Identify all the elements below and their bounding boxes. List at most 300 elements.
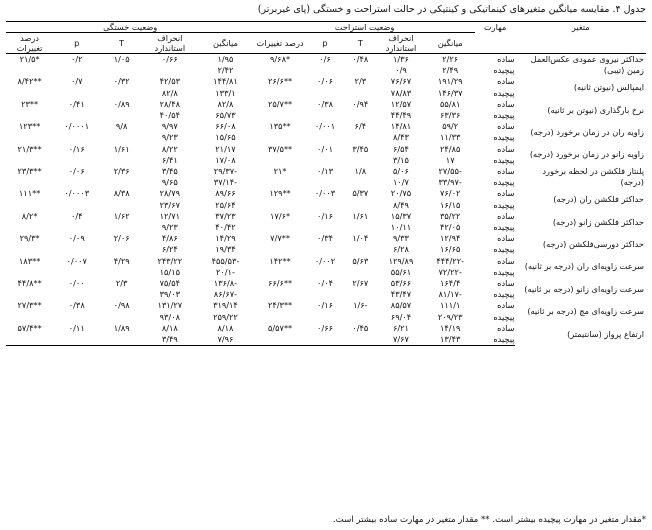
variable-name: حداکثر نیروی عمودی عکس‌العمل زمین (تیبی) xyxy=(530,54,644,76)
table-cell xyxy=(143,65,197,76)
table-cell: ۱۶۴/۴ xyxy=(440,278,461,289)
skill-level: ساده xyxy=(497,322,515,333)
skill-level: ساده xyxy=(497,278,515,289)
skill-level: ساده xyxy=(497,166,515,177)
table-row xyxy=(6,300,646,311)
table-cell xyxy=(53,88,100,99)
table-cell xyxy=(100,132,143,143)
table-cell: ۴۰/۴۲ xyxy=(215,222,236,233)
table-cell: ۷۶/۰۲ xyxy=(440,188,461,199)
table-row xyxy=(6,76,646,87)
table-cell: **۱۲۳ xyxy=(18,121,41,132)
table-cell: ۱۳۳/۱ xyxy=(215,87,236,98)
table-cell: ۱۱۱/۱ xyxy=(440,300,461,311)
table-cell xyxy=(6,110,53,121)
skill-level: ساده xyxy=(497,233,515,244)
table-cell: ۱۷/۰۸ xyxy=(215,154,236,165)
table-cell: ۰/۰۰۲ xyxy=(314,255,336,266)
table-cell xyxy=(53,155,100,166)
table-cell: ۸۲/۸ xyxy=(161,87,178,98)
table-cell: ۹/۲۳ xyxy=(161,222,178,233)
table-cell: ۲۴/۸۵ xyxy=(440,143,461,154)
table-cell: ۲/۶۷ xyxy=(352,278,369,289)
table-cell: ۳۹/۰۳ xyxy=(159,289,180,300)
table-cell xyxy=(254,244,305,255)
table-cell: ۰/۹۴ xyxy=(352,98,369,109)
table-cell: ۰/۰۹ xyxy=(68,233,85,244)
table-cell xyxy=(254,88,305,99)
table-cell xyxy=(306,334,345,346)
table-cell xyxy=(344,65,376,76)
table-cell xyxy=(53,334,100,346)
table-cell: **۴۴/۸ xyxy=(17,278,42,289)
table-cell: ۹/۳۳ xyxy=(393,233,409,244)
table-cell xyxy=(306,88,345,99)
table-cell: **۱۸۳ xyxy=(18,255,41,266)
table-cell: ۲/۰۶ xyxy=(113,233,130,244)
table-cell: ۰/۰۰۰۳ xyxy=(64,188,90,199)
table-cell xyxy=(6,334,53,346)
table-row xyxy=(6,211,646,222)
table-cell: ۹/۹۷ xyxy=(161,121,178,132)
table-cell xyxy=(6,312,53,323)
table-cell: ۱۴۴/۸۱ xyxy=(213,76,238,87)
header-rest-t: T xyxy=(344,33,376,54)
table-cell xyxy=(254,222,305,233)
table-cell xyxy=(100,267,143,278)
table-cell: -۱/۶ xyxy=(353,300,368,311)
table-cell: -۲۹/۳۷ xyxy=(213,166,238,177)
table-cell: ۶/۲۴ xyxy=(161,244,178,255)
skill-level: ساده xyxy=(497,210,515,221)
table-cell: **۱۴۲ xyxy=(269,255,291,266)
table-cell: ۶/۴۱ xyxy=(161,154,178,165)
table-cell: ۳/۱۵ xyxy=(393,154,409,165)
table-cell: ۰/۰۰۰۱ xyxy=(64,121,90,132)
table-cell: ۴۰/۵۴ xyxy=(159,110,180,121)
table-cell: ۰/۷ xyxy=(70,76,83,87)
table-cell xyxy=(254,110,305,121)
variable-name: سرعت زاویه‌ای مچ (درجه بر ثانیه) xyxy=(527,306,644,317)
table-cell: ۷۸/۸۳ xyxy=(390,87,412,98)
table-cell: ۱۴/۱۹ xyxy=(440,322,461,333)
table-row xyxy=(6,54,646,66)
table-cell: ۲۱/۱۷ xyxy=(215,143,236,154)
variable-name: نرخ بارگذاری (نیوتن بر ثانیه) xyxy=(547,104,644,115)
table-cell xyxy=(53,110,100,121)
table-cell: ۵۳/۶۶ xyxy=(390,278,412,289)
table-cell xyxy=(6,289,53,300)
table-cell: ۱۳۱/۲۷ xyxy=(157,300,183,311)
table-cell xyxy=(53,177,100,188)
table-cell: ۶/۴ xyxy=(354,121,367,132)
table-cell: -۷۲/۲۲ xyxy=(438,266,462,277)
table-cell: **۱۱۱ xyxy=(18,188,41,199)
table-cell xyxy=(6,200,53,211)
skill-level: ساده xyxy=(497,300,515,311)
table-cell: ۳۷/۲۳ xyxy=(215,210,236,221)
skill-level: پیچیده xyxy=(493,65,515,76)
table-cell: *۹/۶۸ xyxy=(270,54,291,64)
table-cell: ۰/۰۰ xyxy=(68,278,85,289)
table-cell: -۴۴۴/۲۲ xyxy=(436,255,465,266)
table-cell: ۲۰۹/۲۳ xyxy=(437,311,463,322)
table-cell: ۰/۰۰۷ xyxy=(66,255,87,266)
table-cell xyxy=(254,267,305,278)
table-row xyxy=(6,278,646,289)
table-cell xyxy=(344,200,376,211)
table-cell: ۰/۰۶ xyxy=(317,76,333,87)
table-cell xyxy=(306,289,345,300)
table-cell: ۰/۱۶ xyxy=(68,143,85,154)
table-cell: ۵۹/۲ xyxy=(442,121,459,132)
table-cell: ۳/۴۵ xyxy=(352,143,369,154)
table-cell xyxy=(100,65,143,76)
table-cell: ۱/۶۱ xyxy=(352,210,369,221)
table-cell xyxy=(53,267,100,278)
table-cell xyxy=(306,65,345,76)
table-cell: ۰/۱۱ xyxy=(68,322,85,333)
skill-level: پیچیده xyxy=(493,177,515,188)
footnote: *مقدار متغیر در مهارت پیچیده بیشتر است. ** مقدار متغیر در مهارت ساده بیشتر است. xyxy=(332,515,646,525)
table-cell: ۰/۱۶ xyxy=(317,210,333,221)
table-cell: ۹/۲۳ xyxy=(161,132,178,143)
variable-name: زاویه زانو در زمان برخورد (درجه) xyxy=(529,149,644,160)
table-cell xyxy=(306,244,345,255)
table-body xyxy=(6,54,646,346)
table-cell: ۸/۱۸ xyxy=(217,322,234,333)
table-cell: ۱/۰۴ xyxy=(352,233,369,244)
header-fatigue-mean: میانگین xyxy=(197,33,255,54)
table-cell: ۱۲/۵۷ xyxy=(390,98,412,109)
table-cell xyxy=(344,177,376,188)
table-cell: ۵۵/۸۱ xyxy=(440,98,461,109)
table-cell: ۱۲/۹۴ xyxy=(440,233,461,244)
header-skill: مهارت xyxy=(475,22,516,33)
table-cell xyxy=(306,132,345,143)
table-cell: ۱۰/۷ xyxy=(393,177,409,188)
table-cell: ۹/۸ xyxy=(115,121,128,132)
table-cell: ۲۸/۷۹ xyxy=(159,188,180,199)
table-cell xyxy=(344,222,376,233)
table-cell: ۳/۴۵ xyxy=(161,166,178,177)
table-cell: ۶۵/۷۳ xyxy=(215,110,236,121)
table-cell xyxy=(344,312,376,323)
table-cell xyxy=(6,88,53,99)
table-cell: **۲۳ xyxy=(21,98,39,109)
table-cell xyxy=(100,312,143,323)
table-cell: ۱/۸ xyxy=(354,166,367,177)
table-cell: ۱۰/۱۱ xyxy=(390,222,412,233)
table-cell: ۱۴۶/۳۷ xyxy=(437,87,463,98)
table-cell: ۱/۰۵ xyxy=(113,54,130,64)
table-cell xyxy=(254,200,305,211)
header-fatigue-p: p xyxy=(53,33,100,54)
skill-level: ساده xyxy=(497,54,515,64)
table-cell xyxy=(254,289,305,300)
table-cell: ۰/۴ xyxy=(70,210,83,221)
table-cell: ۳۱۹/۱۴ xyxy=(213,300,238,311)
skill-level: ساده xyxy=(497,98,515,109)
table-cell: ۰/۱۶ xyxy=(317,300,333,311)
table-cell xyxy=(53,289,100,300)
table-cell: ۵/۶۳ xyxy=(352,255,369,266)
table-cell: ۱/۳۶ xyxy=(393,54,409,64)
table-cell: **۲۴/۳ xyxy=(267,300,293,311)
table-cell xyxy=(344,88,376,99)
header-fatigue-t: T xyxy=(100,33,143,54)
table-cell: ۸/۳۸ xyxy=(113,188,130,199)
table-cell xyxy=(306,110,345,121)
table-cell: ۰/۹۸ xyxy=(113,300,130,311)
table-cell: **۵۷/۴ xyxy=(17,322,42,333)
table-cell: ۱۷ xyxy=(445,154,455,165)
table-cell: ۵/۰۶ xyxy=(393,166,409,177)
table-cell: ۱۴/۲۹ xyxy=(215,233,236,244)
skill-level: ساده xyxy=(497,143,515,154)
table-row xyxy=(6,323,646,334)
variable-name: حداکثر فلکشن زانو (درجه) xyxy=(552,216,644,227)
table-cell: ۶/۲۸ xyxy=(393,244,409,255)
table-cell: ۱۹/۳۴ xyxy=(215,244,236,255)
table-cell xyxy=(6,267,53,278)
table-cell: ۲/۳ xyxy=(115,278,128,289)
table-cell xyxy=(100,177,143,188)
table-cell xyxy=(306,155,345,166)
table-cell xyxy=(100,200,143,211)
table-cell: ۴/۲۹ xyxy=(113,255,130,266)
table-cell xyxy=(100,334,143,346)
table-cell: ۷/۶۷ xyxy=(376,334,425,346)
table-cell: ۳/۴۹ xyxy=(143,334,197,346)
table-cell: -۸۶/۶۷ xyxy=(213,289,238,300)
table-row xyxy=(6,121,646,132)
table-cell: **۱۳۵ xyxy=(269,121,291,132)
table-cell: ۱۶/۶۵ xyxy=(440,244,461,255)
skill-level: پیچیده xyxy=(493,199,515,210)
table-cell: ۷۶/۶۷ xyxy=(390,76,412,87)
table-cell: -۲۰/۱ xyxy=(216,266,235,277)
table-cell: **۸/۴۲ xyxy=(17,76,42,87)
table-cell xyxy=(306,312,345,323)
table-cell xyxy=(6,222,53,233)
table-row xyxy=(6,99,646,110)
table-cell: ۱۳/۴۳ xyxy=(426,334,475,346)
skill-level: ساده xyxy=(497,255,515,266)
header-fatigue-group: وضعیت خستگی xyxy=(6,22,254,33)
variable-name: حداکثر فلکشن ران (درجه) xyxy=(553,194,644,205)
table-cell xyxy=(254,155,305,166)
table-cell xyxy=(53,200,100,211)
table-cell: ۲۸/۴۸ xyxy=(159,98,180,109)
table-cell: *۸/۲ xyxy=(21,210,38,221)
table-cell xyxy=(344,267,376,278)
skill-level: پیچیده xyxy=(493,110,515,121)
table-cell: ۰/۰۰۳ xyxy=(314,188,336,199)
table-cell: ۲/۴۹ xyxy=(442,65,459,76)
variable-name: زاویه ران در زمان برخورد (درجه) xyxy=(530,126,644,137)
table-cell: ۱۵/۱۵ xyxy=(159,266,180,277)
table-cell: -۱۳۶/۸ xyxy=(213,278,238,289)
table-cell xyxy=(100,110,143,121)
table-row xyxy=(6,233,646,244)
skill-level: پیچیده xyxy=(493,154,515,165)
table-cell xyxy=(344,334,376,346)
table-cell: -۳۷/۱۴ xyxy=(213,177,238,188)
table-cell: ۸۵/۵۷ xyxy=(390,300,412,311)
table-cell: ۰/۶ xyxy=(319,54,331,64)
table-cell: ۴۲/۰۵ xyxy=(440,222,461,233)
table-cell xyxy=(6,155,53,166)
header-fatigue-pct: درصد تغییرات xyxy=(6,33,53,54)
table-cell: **۲۷/۳ xyxy=(17,300,42,311)
table-cell: ۱۲/۷۱ xyxy=(159,210,180,221)
table-cell: ۸۲/۸ xyxy=(217,98,234,109)
table-cell: ۱۴/۸۱ xyxy=(390,121,412,132)
variable-name: سرعت زاویه‌ای زانو (درجه بر ثانیه) xyxy=(524,283,644,294)
comparison-table xyxy=(6,21,646,346)
skill-level: ساده xyxy=(497,188,515,199)
table-cell xyxy=(306,222,345,233)
table-cell: -۸۱/۱۷ xyxy=(438,289,462,300)
table-cell: ۱۵/۶۵ xyxy=(215,132,236,143)
table-cell xyxy=(6,65,53,76)
table-cell: ۲/۲۶ xyxy=(442,54,459,64)
table-cell: *۲۹/۳ xyxy=(19,233,40,244)
table-cell: ۰/۱۳ xyxy=(317,166,333,177)
table-cell: ۴/۸۶ xyxy=(161,233,178,244)
table-cell: **۵/۵۷ xyxy=(267,322,293,333)
table-cell: *۱۷/۶ xyxy=(270,210,291,221)
table-cell: ۰/۳۸ xyxy=(68,300,85,311)
table-cell xyxy=(344,132,376,143)
table-cell xyxy=(306,267,345,278)
table-cell: *۲۱ xyxy=(273,166,287,177)
table-cell: ۶/۵۴ xyxy=(393,143,409,154)
table-cell: ۲۳/۶۷ xyxy=(159,199,180,210)
table-cell xyxy=(53,244,100,255)
table-cell xyxy=(344,289,376,300)
table-cell: ۹۳/۰۸ xyxy=(159,311,180,322)
table-cell xyxy=(100,244,143,255)
table-cell xyxy=(53,65,100,76)
table-cell: ۰/۴۵ xyxy=(352,322,369,333)
skill-level: پیچیده xyxy=(493,132,515,143)
skill-level: پیچیده xyxy=(493,289,515,300)
table-cell xyxy=(6,132,53,143)
table-caption: جدول ۴. مقایسه میانگین متغیرهای کینماتیکی و کینتیکی در حالت استراحت و خستگی (پای غیربرتر) xyxy=(257,4,646,15)
table-cell: -۲۷/۵۵ xyxy=(438,166,462,177)
table-cell: -۳۳/۹۷ xyxy=(438,177,462,188)
skill-level: پیچیده xyxy=(493,222,515,233)
table-cell: **۷/۷ xyxy=(270,233,290,244)
table-cell: ۱۹۱/۲۹ xyxy=(437,76,463,87)
table-cell: **۲۳/۳ xyxy=(17,166,42,177)
table-cell: ۰/۶۶ xyxy=(161,54,178,64)
header-rest-sd: انحراف استاندارد xyxy=(376,33,425,54)
table-cell: ۱۶/۱۵ xyxy=(440,199,461,210)
table-cell: ۲/۴۲ xyxy=(217,65,234,76)
table-cell: ۰/۳۴ xyxy=(317,233,333,244)
variable-name: ایمپالس (نیوتن ثانیه) xyxy=(573,82,644,93)
table-cell xyxy=(254,312,305,323)
header-rest-group: وضعیت استراحت xyxy=(254,22,474,33)
table-cell: **۱۲۹ xyxy=(269,188,291,199)
table-cell: ۱۲۹/۸۹ xyxy=(388,255,414,266)
table-cell: **۶۶/۶ xyxy=(267,278,293,289)
table-row xyxy=(6,188,646,199)
table-cell: ۶۹/۰۴ xyxy=(390,311,412,322)
table-cell xyxy=(306,200,345,211)
table-cell: ۸/۱۸ xyxy=(161,322,178,333)
table-cell xyxy=(100,222,143,233)
table-cell: ۲/۳ xyxy=(354,76,367,87)
table-cell xyxy=(344,155,376,166)
table-cell: ۴۲/۵۳ xyxy=(159,76,180,87)
header-fatigue-sd: انحراف استاندارد xyxy=(143,33,197,54)
table-cell xyxy=(6,244,53,255)
table-cell xyxy=(6,177,53,188)
table-cell: ۰/۳۸ xyxy=(317,98,333,109)
table-cell: ۰/۹ xyxy=(395,65,407,76)
table-cell: ۰/۰۱ xyxy=(317,143,333,154)
skill-level: ساده xyxy=(497,76,515,87)
table-cell: ۰/۰۰۱ xyxy=(314,121,336,132)
table-cell xyxy=(254,177,305,188)
table-cell: ۹/۶۵ xyxy=(161,177,178,188)
table-cell: ۷/۹۶ xyxy=(197,334,255,346)
table-cell: ۶/۲۱ xyxy=(393,322,409,333)
table-cell xyxy=(53,222,100,233)
table-cell: ۰/۶۶ xyxy=(317,322,333,333)
table-cell: ۴۴/۴۹ xyxy=(390,110,412,121)
table-cell xyxy=(254,334,305,346)
header-rest-pct: درصد تغییرات xyxy=(254,33,305,54)
table-cell xyxy=(100,289,143,300)
table-cell: ۲۵۹/۲۲ xyxy=(213,311,238,322)
table-cell: ۰/۳۲ xyxy=(113,76,130,87)
table-cell: ۸/۴۹ xyxy=(393,199,409,210)
table-cell: ۱/۶۱ xyxy=(113,143,130,154)
skill-level: پیچیده xyxy=(493,266,515,277)
table-cell: ۰/۰۴ xyxy=(317,278,333,289)
table-cell: ۷۵/۵۴ xyxy=(159,278,180,289)
skill-level: پیچیده xyxy=(475,334,516,346)
table-cell: ۱۵/۳۷ xyxy=(390,210,412,221)
table-cell: ۸۹/۶۶ xyxy=(215,188,236,199)
header-rest-mean: میانگین xyxy=(426,33,475,54)
table-cell: ۰/۰۶ xyxy=(68,166,85,177)
variable-name: حداکثر دورسی‌فلکشن (درجه) xyxy=(542,238,644,249)
table-cell: ۶۳/۳۶ xyxy=(440,110,461,121)
header-variable: متغیر xyxy=(515,22,646,33)
table-cell: ۲۵/۶۴ xyxy=(215,199,236,210)
table-cell: ۱/۸۹ xyxy=(113,322,130,333)
table-cell xyxy=(254,65,305,76)
table-cell: ۰/۲ xyxy=(70,54,83,64)
table-cell: ۱/۹۵ xyxy=(217,54,234,64)
table-cell: **۲۵/۷ xyxy=(267,98,293,109)
table-cell: ۴۳/۴۷ xyxy=(390,289,412,300)
header-rest-p: p xyxy=(306,33,345,54)
table-row xyxy=(6,144,646,155)
skill-level: پیچیده xyxy=(493,87,515,98)
table-cell: ۲/۳۶ xyxy=(113,166,130,177)
table-cell: ۸/۲۲ xyxy=(161,143,178,154)
table-cell: ۱/۶۲ xyxy=(113,210,130,221)
table-cell: -۴۵۵/۵۳ xyxy=(211,255,240,266)
table-cell: ۵/۳۷ xyxy=(352,188,369,199)
